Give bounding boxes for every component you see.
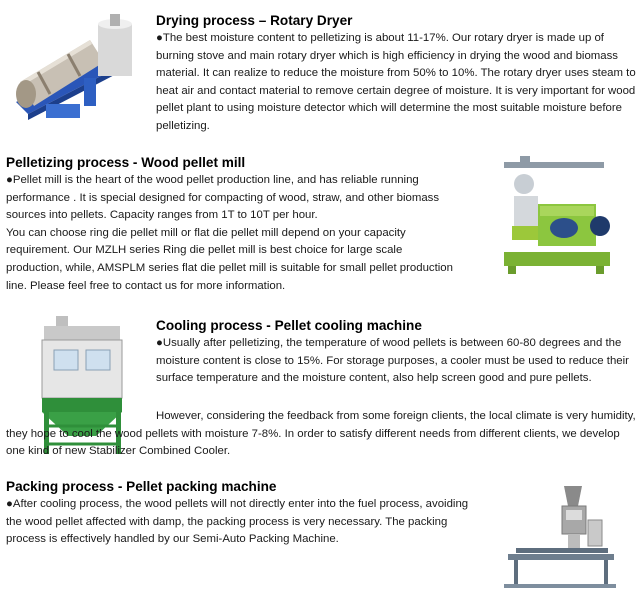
section-title-cooling: Cooling process - Pellet cooling machine [156,318,422,333]
section-text-packing: ●After cooling process, the wood pellets will not directly enter into the fuel process, avoiding the wood pellet affected with damp, the packing process is very necessary. The packing process is effectively handled by our Semi-Auto Packing Machine. [6,498,469,546]
section-title-packing: Packing process - Pellet packing machine [6,479,277,494]
pellet-mill-image [484,156,624,276]
section-text-drying: ●The best moisture content to pelletizing is about 11-17%. Our rotary dryer is made up of burning stove and main rotary dryer which is high efficiency in drying the wood and biomass material. It can realize to reduce the moisture from 50% to 10%. The rotary dryer uses steam to heat air and contact material to remove certain degree of moisture. It is very important for wood pellet plant to using moisture detector which will determine the most suitable moisture before pelletizing. [156,32,636,132]
section-text-cooling-1: ●Usually after pelletizing, the temperature of wood pellets is between 60-80 degrees and the moisture content is close to 15%. For storage purposes, a cooler must be used to reduce their surface temperature and the moisture content, also help screen good and pure pellets. [156,337,629,385]
section-text-pelletizing-1: ●Pellet mill is the heart of the wood pellet production line, and has reliable running performance . It is special designed for compacting of wood, straw, and other biomass sources into pellets. Capacity ranges from 1T to 10T per hour. [6,174,440,222]
section-text-cooling-2: However, considering the feedback from some foreign clients, the local climate is very humidity, they hope to cool the wood pellets with moisture 7-8%. In order to satisfy different needs from different clients, we develop one kind of new Stabilizer Combined Cooler. [6,410,636,458]
rotary-dryer-image [6,14,150,134]
section-text-pelletizing-2: You can choose ring die pellet mill or flat die pellet mill depend on your capacity requirement. Our MZLH series Ring die pellet mill is best choice for large scale production, while, AMSPLM series flat die pellet mill is suitable for small pellet production line. Please feel free to contact us for more information. [6,226,453,292]
packing-machine-image [494,480,634,594]
section-title-drying: Drying process – Rotary Dryer [156,13,353,28]
section-title-pelletizing: Pelletizing process - Wood pellet mill [6,155,246,170]
